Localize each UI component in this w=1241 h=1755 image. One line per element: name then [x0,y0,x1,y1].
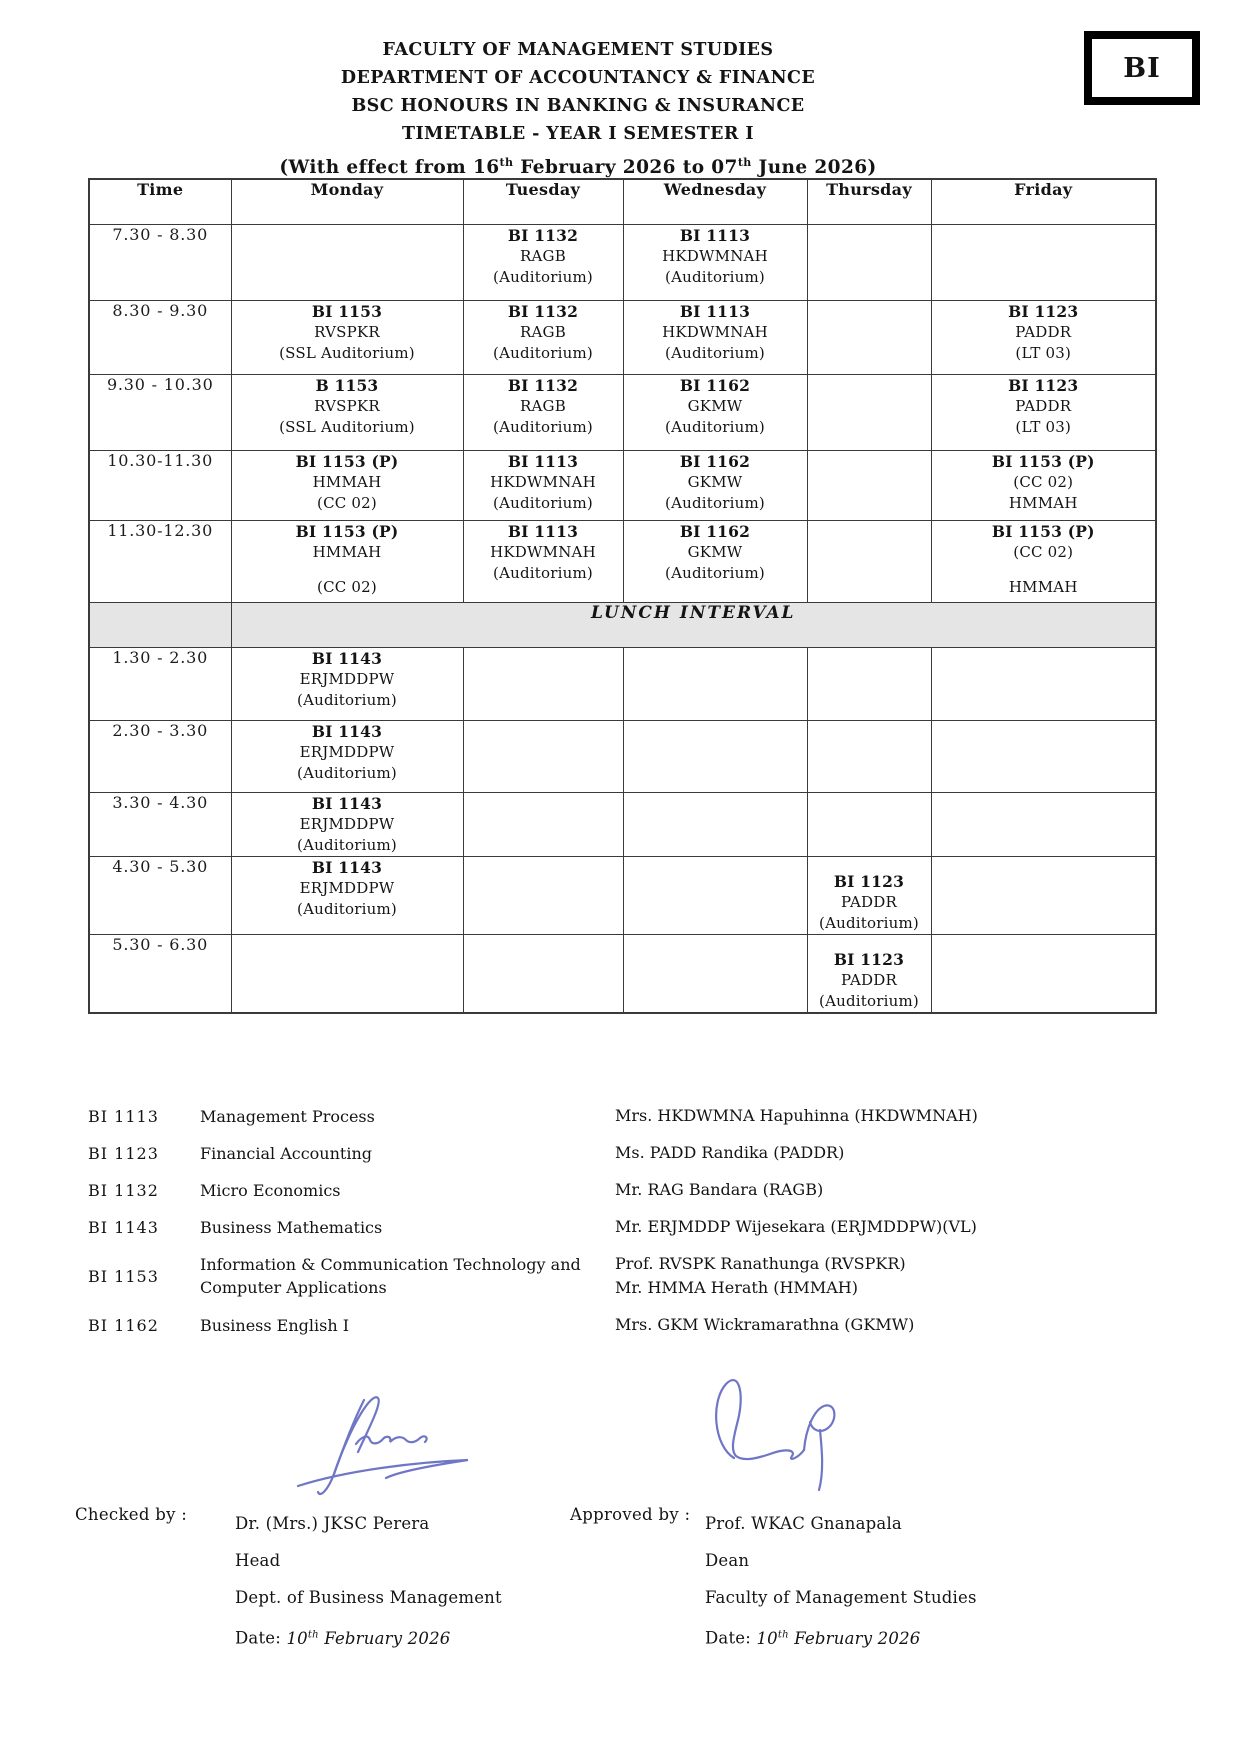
legend-subject: Micro Economics [200,1180,341,1200]
programme-title: BSC HONOURS IN BANKING & INSURANCE [351,96,805,116]
timetable-cell-wednesday: BI 1113 HKDWMNAH (Auditorium) [623,301,807,375]
legend-lecturer: Mr. HMMA Herath (HMMAH) [615,1278,858,1297]
legend-lecturers [615,1313,1155,1337]
timetable-cell-wednesday [623,935,807,1014]
timetable-cell-thursday [807,648,931,721]
legend-course-code: BI 1143 [88,1217,159,1237]
legend-subject: Business English I [200,1315,350,1335]
approved-date-line [705,1616,977,1657]
timetable-head [89,179,1156,225]
timetable-cell-friday [931,793,1156,857]
timetable-cell-monday [231,935,463,1014]
column-header-thursday: Thursday [807,179,931,225]
timetable-cell-thursday [807,451,931,521]
legend-lecturer: Mr. RAG Bandara (RAGB) [615,1180,824,1199]
legend-subject: Management Process [200,1106,375,1126]
timetable-cell-friday: BI 1123 PADDR (LT 03) [931,375,1156,451]
faculty-title: FACULTY OF MANAGEMENT STUDIES [382,40,774,60]
timetable-cell-tuesday: BI 1132 RAGB (Auditorium) [463,301,623,375]
checked-date-line [235,1616,502,1657]
time-slot-label: 1.30 - 2.30 [89,648,231,721]
timetable-cell-wednesday: BI 1113 HKDWMNAH (Auditorium) [623,225,807,301]
time-slot-label: 7.30 - 8.30 [89,225,231,301]
timetable [88,178,1157,1014]
timetable-cell-thursday [807,793,931,857]
timetable-cell-tuesday [463,857,623,935]
timetable-cell-monday: BI 1143 ERJMDDPW (Auditorium) [231,793,463,857]
timetable-cell-friday: BI 1153 (P) (CC 02) HMMAH [931,521,1156,603]
legend-course-code: BI 1132 [88,1180,159,1200]
timetable-cell-monday: BI 1143 ERJMDDPW (Auditorium) [231,721,463,793]
effective-dates: (With effect from 16th February 2026 to 07th June 2026) [279,156,877,179]
legend-row [88,1178,1155,1202]
timetable-row [89,721,1156,793]
timetable-row [89,375,1156,451]
timetable-cell-wednesday [623,793,807,857]
timetable-cell-tuesday [463,721,623,793]
timetable-cell-monday: BI 1153 RVSPKR (SSL Auditorium) [231,301,463,375]
time-slot-label: 8.30 - 9.30 [89,301,231,375]
legend-lecturer: Mr. ERJMDDP Wijesekara (ERJMDDPW)(VL) [615,1217,977,1236]
legend-lecturers [615,1215,1155,1239]
timetable-cell-friday [931,857,1156,935]
timetable-row [89,521,1156,603]
approved-name: Prof. WKAC Gnanapala [705,1514,902,1533]
time-slot-label: 10.30-11.30 [89,451,231,521]
approved-by-block [705,1505,977,1657]
timetable-cell-tuesday: BI 1113 HKDWMNAH (Auditorium) [463,521,623,603]
legend-subject: Business Mathematics [200,1217,383,1237]
approved-date-value: 10th February 2026 [756,1628,921,1648]
timetable-cell-tuesday [463,793,623,857]
legend-row [88,1313,1155,1337]
checked-org: Dept. of Business Management [235,1588,502,1607]
legend-lecturers [615,1104,1155,1128]
approved-org: Faculty of Management Studies [705,1588,977,1607]
timetable-cell-monday: B 1153 RVSPKR (SSL Auditorium) [231,375,463,451]
legend-lecturer: Prof. RVSPK Ranathunga (RVSPKR) [615,1254,906,1273]
legend-course-code: BI 1113 [88,1106,159,1126]
checked-date-value: 10th February 2026 [286,1628,451,1648]
column-header-time: Time [89,179,231,225]
column-header-wednesday: Wednesday [623,179,807,225]
column-header-monday: Monday [231,179,463,225]
timetable-cell-thursday [807,721,931,793]
timetable-header-row [89,179,1156,225]
checked-role: Head [235,1551,281,1570]
timetable-cell-wednesday [623,648,807,721]
legend-row [88,1141,1155,1165]
legend-course-code: BI 1123 [88,1143,159,1163]
timetable-body [89,225,1156,1014]
time-slot-label: 3.30 - 4.30 [89,793,231,857]
timetable-cell-wednesday: BI 1162 GKMW (Auditorium) [623,375,807,451]
legend-lecturers [615,1141,1155,1165]
timetable-cell-thursday: BI 1123 PADDR (Auditorium) [807,857,931,935]
bi-badge: BI [1084,31,1200,105]
time-slot-label: 2.30 - 3.30 [89,721,231,793]
timetable-cell-tuesday [463,648,623,721]
column-header-tuesday: Tuesday [463,179,623,225]
timetable-cell-monday: BI 1153 (P) HMMAH (CC 02) [231,451,463,521]
timetable-row [89,857,1156,935]
timetable-cell-thursday [807,521,931,603]
timetable-row [89,301,1156,375]
signature-checked [268,1382,478,1502]
approved-by-label: Approved by : [570,1505,691,1524]
legend-subject: Financial Accounting [200,1143,372,1163]
timetable-cell-thursday: BI 1123 PADDR (Auditorium) [807,935,931,1014]
time-slot-label: 4.30 - 5.30 [89,857,231,935]
legend-lecturers [615,1252,1155,1300]
signature-approved [700,1362,910,1497]
legend-lecturer: Mrs. HKDWMNA Hapuhinna (HKDWMNAH) [615,1106,978,1125]
timetable-cell-monday: BI 1143 ERJMDDPW (Auditorium) [231,857,463,935]
timetable-cell-friday [931,648,1156,721]
timetable-cell-wednesday [623,721,807,793]
checked-name: Dr. (Mrs.) JKSC Perera [235,1514,430,1533]
timetable-cell-thursday [807,225,931,301]
timetable-row [89,793,1156,857]
timetable-cell-monday: BI 1153 (P) HMMAH (CC 02) [231,521,463,603]
checked-by-block [235,1505,502,1657]
lunch-interval-cell: LUNCH INTERVAL [231,603,1156,648]
timetable-cell-tuesday [463,935,623,1014]
legend-lecturer: Ms. PADD Randika (PADDR) [615,1143,845,1162]
timetable-cell-friday [931,935,1156,1014]
timetable-row [89,935,1156,1014]
approved-date-label: Date: [705,1628,752,1648]
time-slot-label: 11.30-12.30 [89,521,231,603]
lunch-time-cell [89,603,231,648]
timetable-cell-wednesday: BI 1162 GKMW (Auditorium) [623,521,807,603]
document-header [88,36,1068,182]
timetable-cell-thursday [807,301,931,375]
legend-row [88,1252,1155,1300]
timetable-cell-monday: BI 1143 ERJMDDPW (Auditorium) [231,648,463,721]
legend-subject: Information & Communication Technology and Computer Applications [200,1255,581,1297]
timetable-title: TIMETABLE - YEAR I SEMESTER I [402,124,754,144]
timetable-cell-wednesday [623,857,807,935]
timetable-cell-tuesday: BI 1132 RAGB (Auditorium) [463,375,623,451]
approved-role: Dean [705,1551,750,1570]
lunch-row [89,603,1156,648]
legend-lecturer: Mrs. GKM Wickramarathna (GKMW) [615,1315,915,1334]
time-slot-label: 9.30 - 10.30 [89,375,231,451]
legend-course-code: BI 1162 [88,1315,159,1335]
legend-course-code: BI 1153 [88,1266,159,1286]
legend-lecturers [615,1178,1155,1202]
timetable-cell-thursday [807,375,931,451]
timetable-cell-monday [231,225,463,301]
timetable-row [89,648,1156,721]
timetable-row [89,451,1156,521]
department-title: DEPARTMENT OF ACCOUNTANCY & FINANCE [340,68,816,88]
legend-row [88,1104,1155,1128]
time-slot-label: 5.30 - 6.30 [89,935,231,1014]
timetable-cell-friday [931,225,1156,301]
checked-date-label: Date: [235,1628,282,1648]
column-header-friday: Friday [931,179,1156,225]
timetable-cell-friday: BI 1153 (P) (CC 02) HMMAH [931,451,1156,521]
checked-by-label: Checked by : [75,1505,188,1524]
timetable-cell-tuesday: BI 1132 RAGB (Auditorium) [463,225,623,301]
timetable-row [89,225,1156,301]
timetable-cell-tuesday: BI 1113 HKDWMNAH (Auditorium) [463,451,623,521]
course-legend [88,1104,1155,1350]
timetable-cell-friday [931,721,1156,793]
timetable-cell-friday: BI 1123 PADDR (LT 03) [931,301,1156,375]
legend-row [88,1215,1155,1239]
timetable-cell-wednesday: BI 1162 GKMW (Auditorium) [623,451,807,521]
